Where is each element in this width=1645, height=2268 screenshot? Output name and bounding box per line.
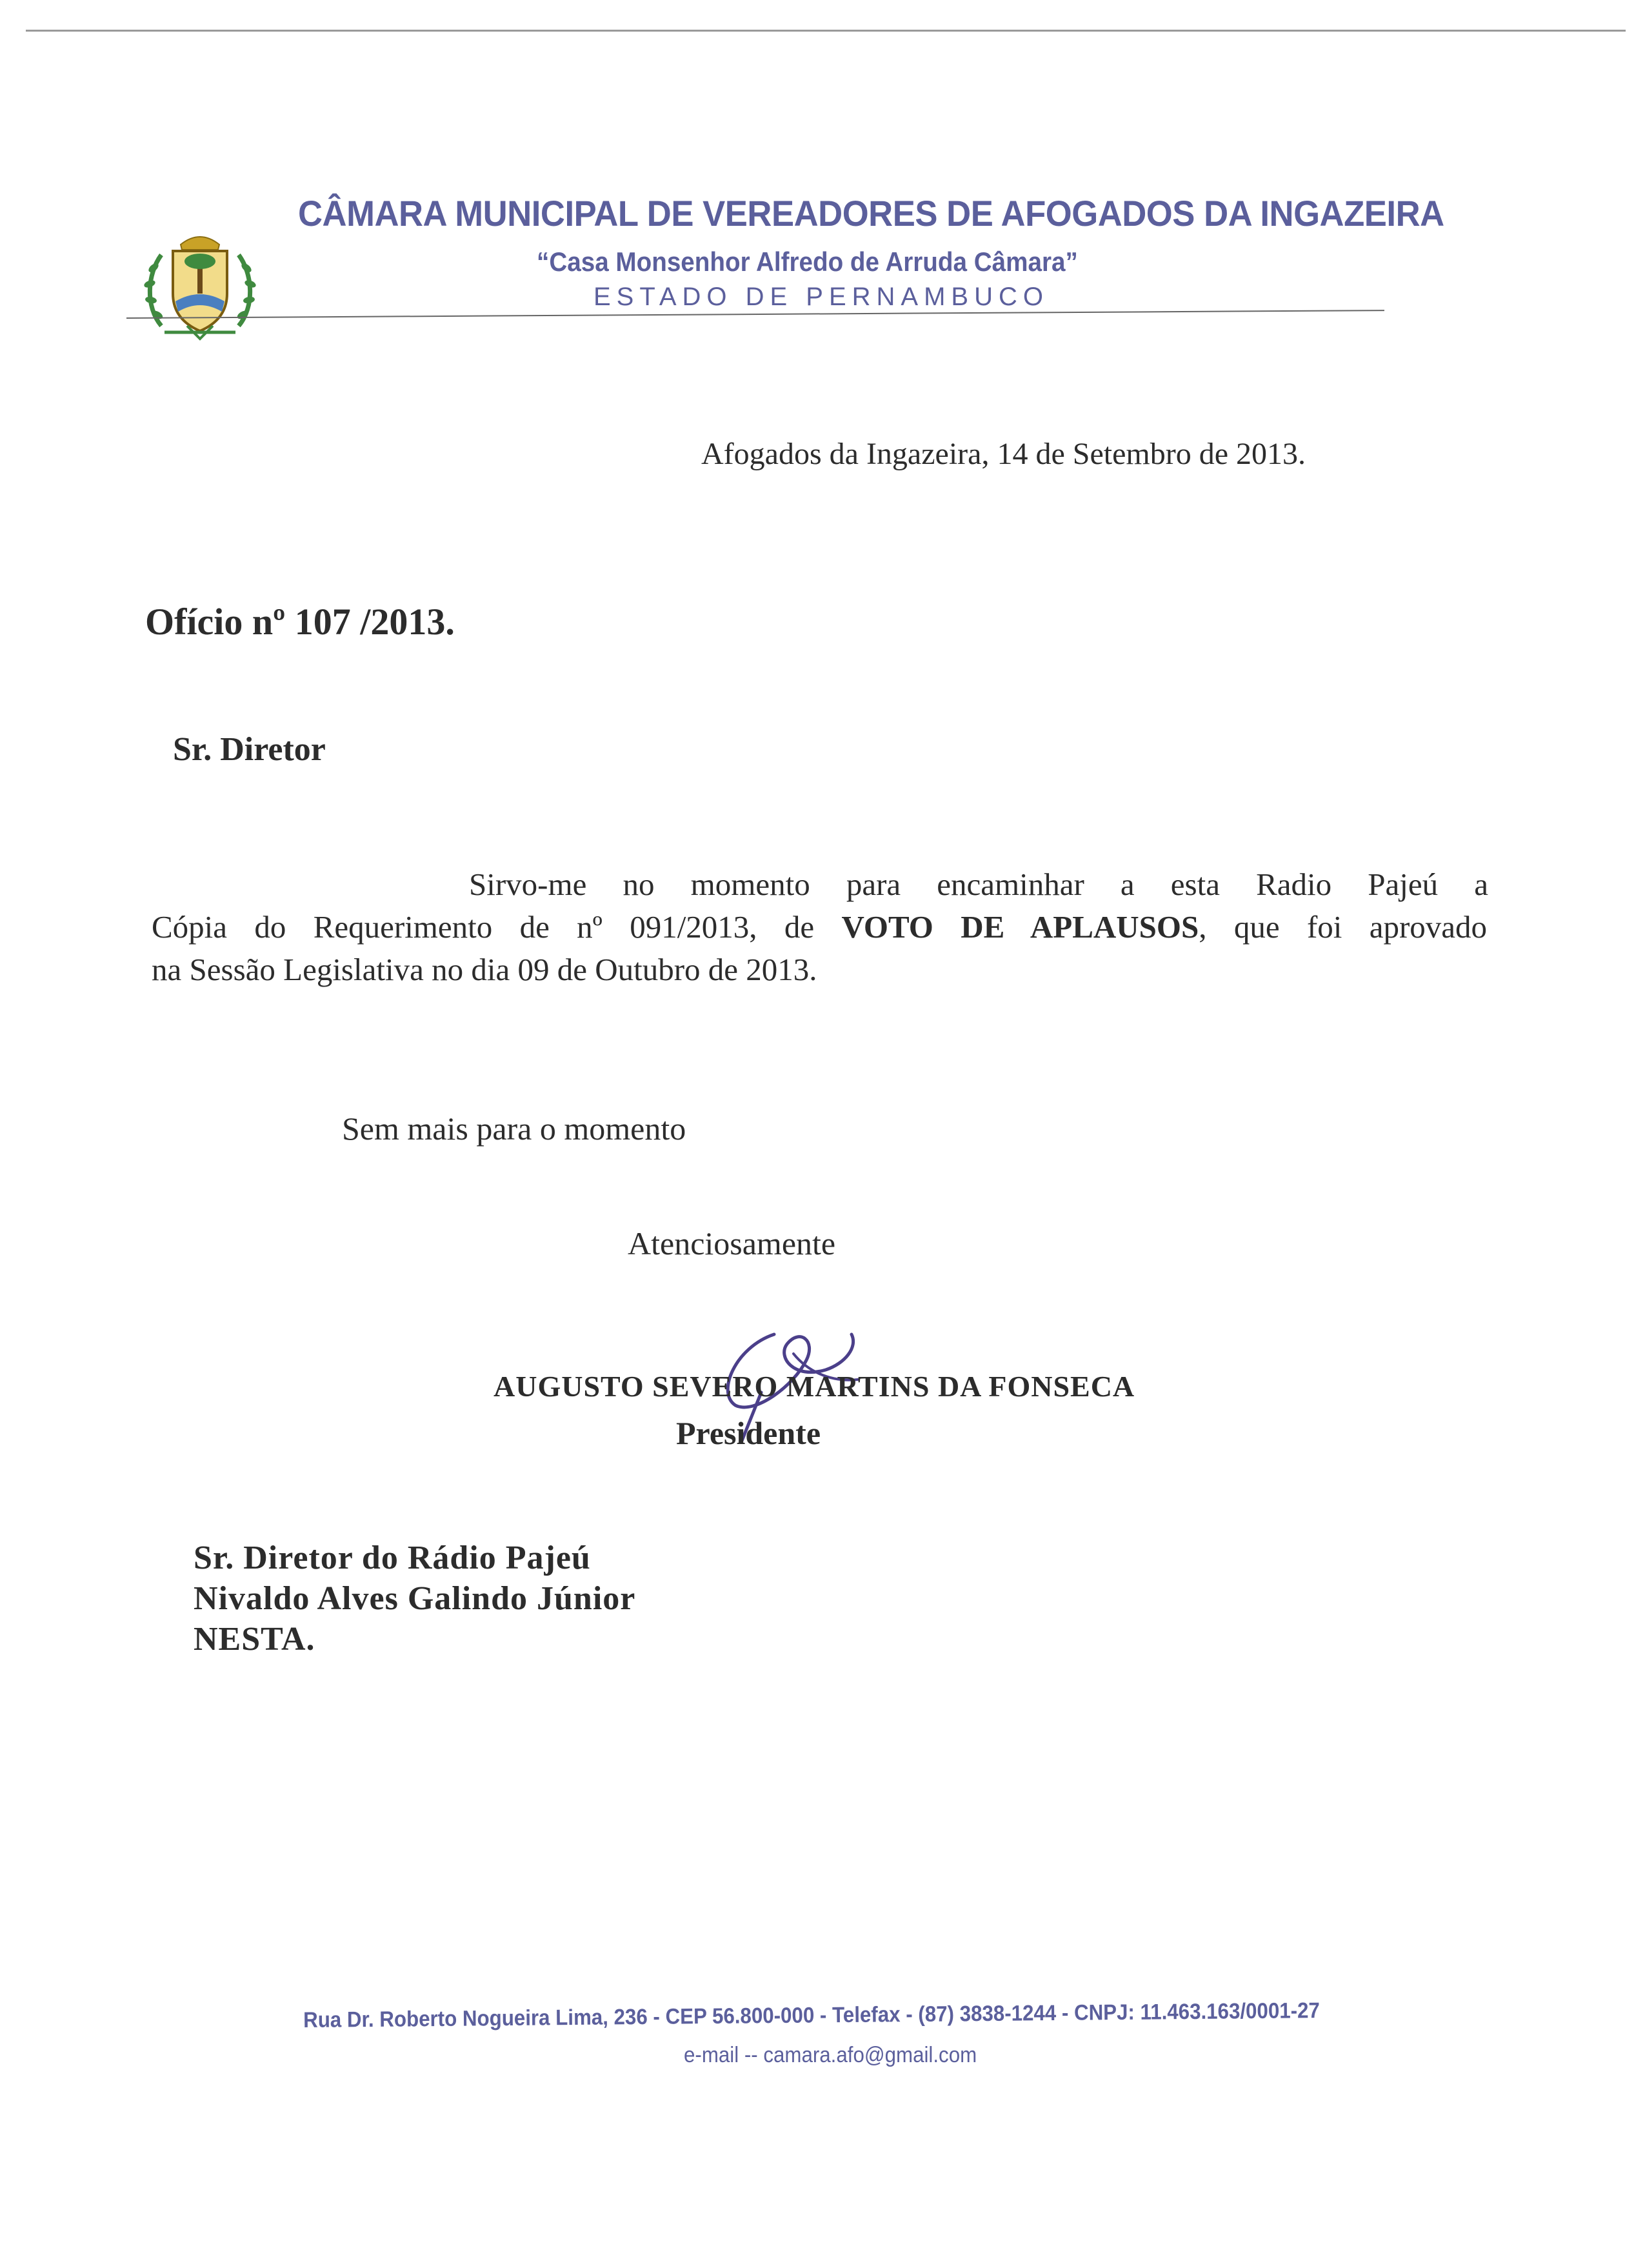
- letterhead-state: ESTADO DE PERNAMBUCO: [593, 283, 1049, 311]
- signer-name: AUGUSTO SEVERO MARTINS DA FONSECA: [494, 1370, 1135, 1403]
- body-line-2: [152, 908, 1487, 945]
- body-line-1: Sirvo-me no momento para encaminhar a esta Radio Pajeú a: [469, 867, 1488, 902]
- date-line: Afogados da Ingazeira, 14 de Setembro de 2013.: [701, 437, 1306, 471]
- coat-of-arms-icon: [142, 229, 258, 342]
- footer-email-line: [684, 2043, 977, 2068]
- valediction: Atenciosamente: [628, 1225, 836, 1261]
- office-reference: Ofício nº 107 /2013.: [145, 601, 455, 643]
- closing-line: Sem mais para o momento: [342, 1110, 686, 1147]
- footer-email[interactable]: camara.afo@gmail.com: [763, 2043, 977, 2067]
- body-line-3: na Sessão Legislativa no dia 09 de Outubro de 2013.: [152, 952, 817, 987]
- recipient-line-3: NESTA.: [194, 1621, 315, 1658]
- body-text: Cópia do Requerimento de nº 091/2013, de: [152, 909, 842, 945]
- recipient-line-1: Sr. Diretor do Rádio Pajeú: [194, 1540, 591, 1576]
- top-scan-line: [26, 30, 1626, 32]
- salutation: Sr. Diretor: [173, 731, 326, 768]
- letterhead-subtitle: “Casa Monsenhor Alfredo de Arruda Câmara”: [537, 246, 1078, 277]
- body-text: , que foi aprovado: [1199, 909, 1488, 945]
- letterhead-title: CÂMARA MUNICIPAL DE VEREADORES DE AFOGADOS DA INGAZEIRA: [298, 193, 1444, 234]
- footer-email-label: e-mail --: [684, 2043, 764, 2067]
- footer-address: Rua Dr. Roberto Nogueira Lima, 236 - CEP 56.800-000 - Telefax - (87) 3838-1244 - CNPJ: 11.463.163/0001-27: [303, 1998, 1321, 2032]
- motion-title: VOTO DE APLAUSOS: [841, 909, 1199, 945]
- recipient-line-2: Nivaldo Alves Galindo Júnior: [194, 1580, 636, 1617]
- signer-role: Presidente: [676, 1415, 821, 1451]
